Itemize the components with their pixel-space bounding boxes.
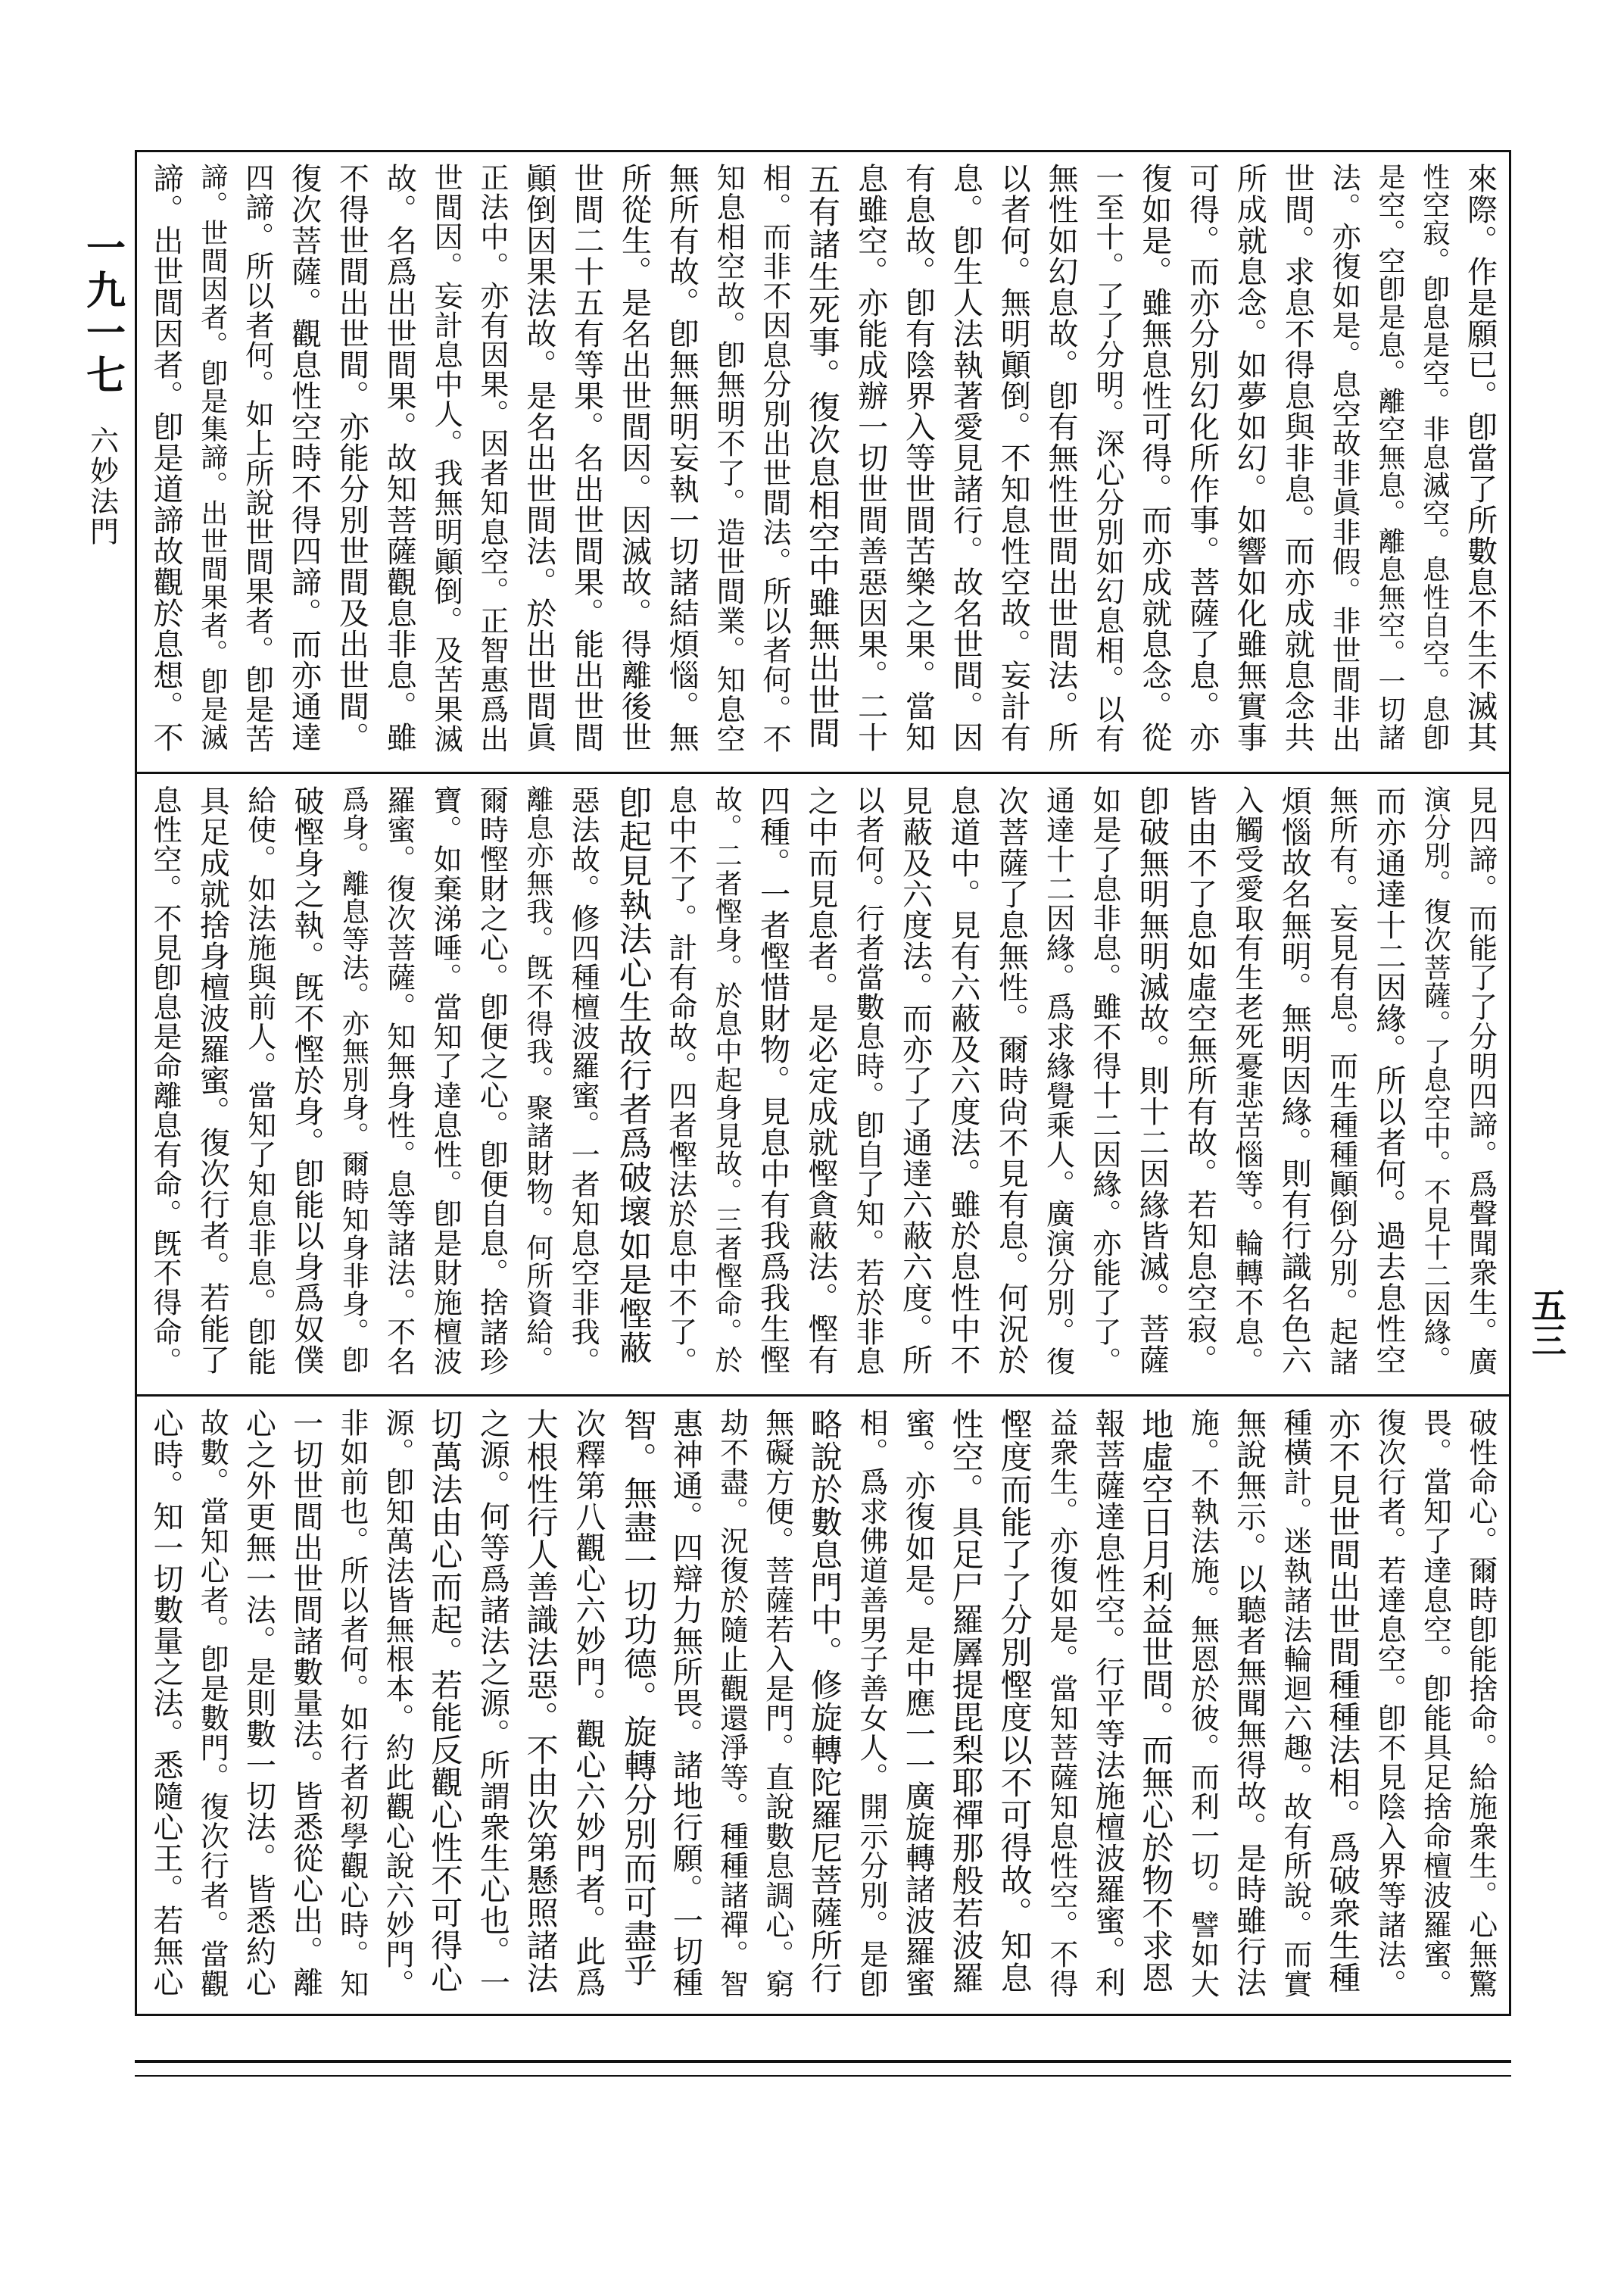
text-column: 惠神通。四辯力無所畏。諸地行願。一切種 bbox=[668, 1408, 703, 1998]
text-column: 不得世間出世間。亦能分別世間及出世間。 bbox=[334, 163, 369, 753]
text-column: 之源。何等爲諸法之源。所謂衆生心也。一 bbox=[475, 1408, 510, 1998]
text-column: 世間二十五有等果。名出世間果。能出世間 bbox=[569, 163, 604, 753]
text-column: 益衆生。亦復如是。當知菩薩知息性空。不得 bbox=[1044, 1408, 1078, 1999]
text-column: 卽起見執法心生故行者爲破壞如是慳蔽 bbox=[613, 785, 652, 1365]
text-column: 通達十二因緣。爲求緣覺乘人。廣演分別。復 bbox=[1041, 785, 1075, 1376]
text-column: 故。名爲出世間果。故知菩薩觀息非息。雖 bbox=[382, 163, 417, 753]
text-column: 所成就息念。如夢如幻。如響如化雖無實事 bbox=[1232, 163, 1267, 753]
text-column: 蜜。亦復如是。是中應一一廣旋轉諸波羅蜜 bbox=[900, 1408, 936, 1998]
text-column: 見蔽及六度法。而亦了了通達六蔽六度。所 bbox=[897, 785, 933, 1375]
text-column: 可得。而亦分別幻化所作事。菩薩了息。亦 bbox=[1184, 163, 1220, 753]
text-column: 略說於數息門中。修旋轉陀羅尼菩薩所行 bbox=[806, 1408, 843, 1994]
text-column: 而亦通達十二因緣。所以者何。過去息性空 bbox=[1370, 785, 1406, 1375]
book-title: 六妙法門 bbox=[85, 426, 119, 547]
text-column: 源。卽知萬法皆無根本。約此觀心說六妙門。 bbox=[381, 1408, 415, 1999]
bottom-rule bbox=[135, 2060, 1511, 2063]
text-column: 性空寂。卽息是空。非息滅空。息性自空。息卽 bbox=[1418, 163, 1450, 751]
text-column: 世間。求息不得息與非息。而亦成就息念共 bbox=[1280, 163, 1315, 753]
text-column: 地虛空日月利益世間。而無心於物不求恩 bbox=[1137, 1408, 1175, 1994]
text-column: 有息故。卽有陰界入等世間苦樂之果。當知 bbox=[900, 163, 936, 753]
text-column: 大根性行人善識法惡。不由次第懸照諸法 bbox=[522, 1408, 560, 1994]
text-column: 施。不執法施。無恩於彼。而利一切。譬如大 bbox=[1186, 1408, 1220, 1999]
text-column: 復次菩薩。觀息性空時不得四諦。而亦通達 bbox=[286, 163, 322, 753]
text-column: 心之外更無一法。是則數一切法。皆悉約心 bbox=[241, 1408, 276, 1998]
text-column: 寶。如棄涕唾。當知了達息性。卽是財施檀波 bbox=[429, 785, 463, 1376]
bottom-rule bbox=[135, 2075, 1511, 2077]
text-column: 息雖空。亦能成辦一切世間善惡因果。二十 bbox=[853, 163, 888, 753]
text-column: 入觸受愛取有生老死憂悲苦惱等。輪轉不息。 bbox=[1230, 785, 1264, 1376]
text-column: 惡法故。修四種檀波羅蜜。一者知息空非我。 bbox=[566, 785, 600, 1376]
text-column: 次釋第八觀心六妙門。觀心六妙門者。此爲 bbox=[570, 1408, 606, 1998]
text-column: 心時。知一切數量之法。悉隨心王。若無心 bbox=[148, 1408, 183, 1998]
text-column: 復次行者。若達息空。卽不見陰入界等諸法。 bbox=[1373, 1408, 1407, 1999]
register-top bbox=[148, 163, 1498, 754]
text-frame bbox=[135, 150, 1511, 2016]
text-column: 正法中。亦有因果。因者知息空。正智惠爲出 bbox=[475, 163, 509, 754]
text-column: 報菩薩達息性空。行平等法施檀波羅蜜。利 bbox=[1090, 1408, 1126, 1998]
page-number: 一九一七 bbox=[79, 227, 126, 397]
text-column: 羅蜜。復次菩薩。知無身性。息等諸法。不名 bbox=[382, 785, 416, 1376]
text-column: 知息相空故。卽無明不了。造世間業。知息空 bbox=[712, 163, 746, 754]
text-column: 故。二者慳身。於息中起身見故。三者慳命。於 bbox=[711, 785, 743, 1374]
text-column: 息道中。見有六蔽及六度法。雖於息性中不 bbox=[945, 785, 980, 1375]
text-column: 復如是。雖無息性可得。而亦成就息念。從 bbox=[1136, 163, 1172, 753]
text-column: 如是了息非息。雖不得十二因緣。亦能了了。 bbox=[1087, 785, 1121, 1376]
text-column: 演分別。復次菩薩。了息空中。不見十二因緣。 bbox=[1420, 785, 1451, 1374]
text-column: 相。爲求佛道善男子善女人。開示分別。是卽 bbox=[855, 1408, 889, 1999]
text-column: 是空。空卽是息。離空無息。離息無空。一切諸 bbox=[1373, 163, 1405, 751]
text-column: 破慳身之執。旣不慳於身。卽能以身爲奴僕 bbox=[289, 785, 325, 1375]
text-column: 具足成就捨身檀波羅蜜。復次行者。若能了 bbox=[195, 785, 230, 1375]
text-column: 相。而非不因息分別出世間法。所以者何。不 bbox=[757, 163, 791, 754]
text-column: 卽破無明無明滅故。則十二因緣皆滅。菩薩 bbox=[1134, 785, 1170, 1375]
text-column: 息中不了。計有命故。四者慳法於息中不了。 bbox=[663, 785, 697, 1376]
text-column: 故數。當知心者。卽是數門。復次行者。當觀 bbox=[195, 1408, 229, 1999]
text-column: 無所有故。卽無無明妄執一切諸結煩惱。無 bbox=[664, 163, 700, 753]
text-column: 無說無示。以聽者無聞無得故。是時雖行法 bbox=[1231, 1408, 1267, 1998]
text-column: 見四諦。而能了了分明四諦。爲聲聞衆生。廣 bbox=[1463, 785, 1498, 1376]
text-column: 無所有。妄見有息。而生種種顚倒分別。起諸 bbox=[1324, 785, 1358, 1376]
text-column: 息性空。不見卽息是命離息有命。旣不得命。 bbox=[148, 785, 182, 1376]
left-margin bbox=[76, 227, 129, 547]
text-column: 世間因。妄計息中人。我無明顚倒。及苦果滅 bbox=[429, 163, 463, 754]
text-column: 諦。世間因者。卽是集諦。出世間果者。卽是滅 bbox=[196, 163, 228, 751]
folio-number: 五三 bbox=[1526, 1287, 1567, 1357]
register-divider bbox=[137, 1394, 1509, 1397]
text-column: 無礙方便。菩薩若入是門。直說數息調心。窮 bbox=[760, 1408, 794, 1999]
text-column: 離息亦無我。旣不得我。聚諸財物。何所資給。 bbox=[522, 785, 553, 1374]
text-column: 智。無盡一切功德。旋轉分別而可盡乎 bbox=[618, 1408, 657, 1987]
text-column: 之中而見息者。是必定成就慳貪蔽法。慳有 bbox=[803, 785, 838, 1375]
text-column: 爾時慳財之心。卽便之心。卽便自息。捨諸珍 bbox=[475, 785, 509, 1376]
text-column: 五有諸生死事。復次息相空中雖無出世間 bbox=[803, 163, 841, 749]
text-column: 切萬法由心而起。若能反觀心性不可得心 bbox=[426, 1408, 464, 1994]
text-column: 息。卽生人法執著愛見諸行。故名世間。因 bbox=[948, 163, 983, 753]
text-column: 法。亦復如是。息空故非眞非假。非世間非出 bbox=[1327, 163, 1361, 754]
text-column: 畏。當知了達息空。卽能具足捨命檀波羅蜜。 bbox=[1418, 1408, 1452, 1999]
register-middle bbox=[148, 785, 1498, 1376]
text-column: 四種。一者慳惜財物。見息中有我爲我生慳 bbox=[755, 785, 790, 1375]
text-column: 亦不見世間出世間種種法相。爲破衆生種 bbox=[1324, 1408, 1362, 1994]
text-column: 諦。出世間因者。卽是道諦故觀於息想。不 bbox=[148, 163, 183, 753]
text-column: 顚倒因果法故。是名出世間法。於出世間眞 bbox=[521, 163, 556, 753]
register-divider bbox=[137, 772, 1509, 774]
text-column: 四諦。所以者何。如上所說世間果者。卽是苦 bbox=[240, 163, 274, 754]
register-bottom bbox=[148, 1408, 1498, 1999]
text-column: 以者何。行者當數息時。卽自了知。若於非息 bbox=[851, 785, 885, 1376]
text-column: 一切世間出世間諸數量法。皆悉從心出。離 bbox=[288, 1408, 323, 1998]
text-column: 慳度而能了了分別慳度以不可得故。知息 bbox=[996, 1408, 1033, 1994]
text-column: 給使。如法施與前人。當知了知息非息。卽能 bbox=[242, 785, 276, 1376]
text-column: 一至十。了了分明。深心分別如幻息相。以有 bbox=[1090, 163, 1124, 754]
text-column: 非如前也。所以者何。如行者初學觀心時。知 bbox=[335, 1408, 369, 1999]
text-column: 次菩薩了息無性。爾時尙不見有息。何況於 bbox=[993, 785, 1029, 1375]
text-column: 來際。作是願已。卽當了所數息不生不滅其 bbox=[1462, 163, 1498, 753]
text-column: 所從生。是名出世間因。因滅故。得離後世 bbox=[616, 163, 652, 753]
text-column: 種橫計。迷執諸法輪迴六趣。故有所說。而實 bbox=[1278, 1408, 1312, 1999]
text-column: 皆由不了息如虛空無所有故。若知息空寂。 bbox=[1182, 785, 1217, 1375]
text-column: 劫不盡。況復於隨止觀還淨等。種種諸禪。智 bbox=[715, 1408, 749, 1999]
text-column: 以者何。無明顚倒。不知息性空故。妄計有 bbox=[996, 163, 1031, 753]
text-column: 爲身。離息等法。亦無別身。爾時知身非身。卽 bbox=[338, 785, 369, 1374]
text-column: 性空。具足尸羅羼提毘梨耶禪那般若波羅 bbox=[947, 1408, 985, 1994]
text-column: 破性命心。爾時卽能捨命。給施衆生。心無驚 bbox=[1463, 1408, 1498, 1999]
text-column: 無性如幻息故。卽有無性世間出世間法。所 bbox=[1043, 163, 1079, 753]
text-column: 煩惱故名無明。無明因緣。則有行識名色六 bbox=[1276, 785, 1312, 1375]
